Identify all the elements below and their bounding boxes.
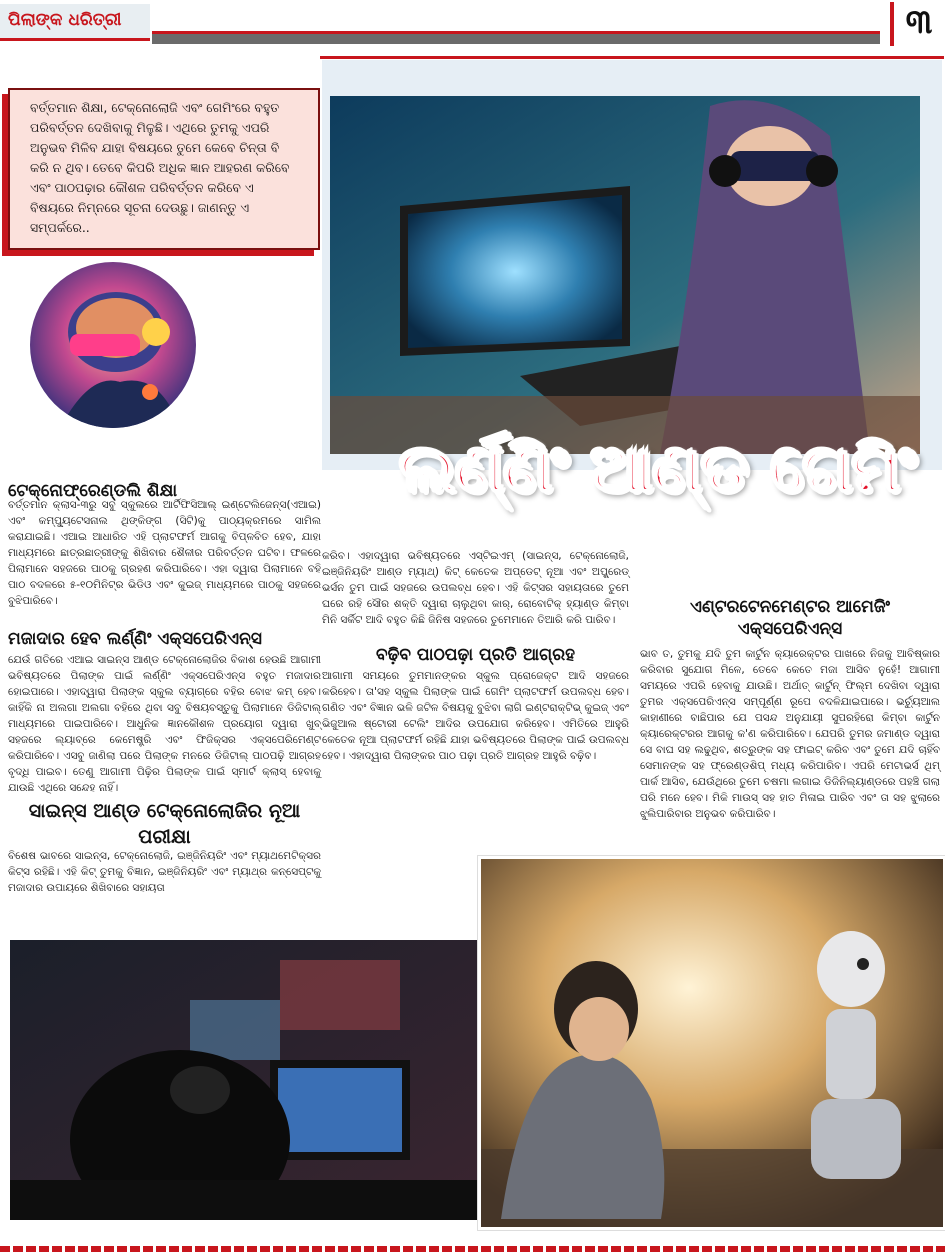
body-science-tech-continued: କରିବ। ଏହାଦ୍ୱାରା ଭବିଷ୍ୟତରେ ଏସ୍ଟିଇଏମ୍ (ସାଇନ୍ସ, ଟେକ୍ନୋଲୋଜି, ଇଞ୍ଜିନିୟରିଂ ଆଣ୍ଡ ମ୍ୟାଥ୍) କିଟ୍ କେତେକ ଅପ୍ଡେଟ୍ ନୂଆ ଏବଂ ଅପ୍ଗ୍ରେଡ୍ ଭର୍ସନ ତୁମ ପାଇଁ ସହଜରେ ଉପଲବ୍ଧ ହେବ। ଏହି କିଟ୍ସର ସହାୟତାରେ ତୁମେ ଘରେ ରହି ସୌର ଶକ୍ତି ଦ୍ୱାରା ଚାଲୁଥିବା କାର୍, ରୋବୋଟିକ୍ ହ୍ୟାଣ୍ଡ କିମ୍ବା ମିନି ସର୍କିଟ ଆଦି ବହୁତ କିଛି ଜିନିଷ ସହଜରେ ତୁମେମାନେ ତିଆରି କରି ପାରିବ। bbox=[322, 550, 629, 626]
page-number: ୩ bbox=[890, 2, 944, 46]
masthead-logo-text: ପିଲାଙ୍କ ଧରିତ୍ରୀ bbox=[8, 10, 122, 30]
body-tech-friendly: ବର୍ତ୍ତମାନ କ୍ଲାସ-୩ରୁ ସବୁ ସ୍କୁଲରେ ଆର୍ଟିଫିସିଆଲ୍ ଇଣ୍ଟେଲିଜେନ୍ସ(ଏଆଇ) ଏବଂ କମ୍ପ୍ୟୁଟେସନାଲ ଥିଙ୍କିଙ୍ଗ (ସିଟି)କୁ ପାଠ୍ୟକ୍ରମରେ ସାମିଲ କରାଯାଇଛି। ଏଆଇ ଆଧାରିତ ଏହି ପ୍ଲାଟଫର୍ମ ଆଗକୁ ବିପ୍ଳବିତ ହେବ, ଯାହା ମାଧ୍ୟମରେ ଛାତ୍ରଛାତ୍ରୀଙ୍କୁ ଶିଖିବାର ଶୈଳୀର ପରିବର୍ତ୍ତନ ଘଟିବ। ଫଳରେ ପିଲାମାନେ ସହଜରେ ପାଠକୁ ଗ୍ରହଣ କରିପାରିବେ। ଏହା ଦ୍ୱାରା ପିଲାମାନେ ବହି ପାଠ ବଦଳରେ ୫-୧୦ମିନିଟ୍ର ଭିଡିଓ ଏବଂ କୁଇଜ୍ ମାଧ୍ୟମରେ ପାଠକୁ ସହଜରେ ବୁଝିପାରିବେ। bbox=[8, 499, 321, 607]
body-entertainment: ଭାବ ତ, ତୁମକୁ ଯଦି ତୁମ କାର୍ଟୁନ କ୍ୟାରେକ୍ଟର ପାଖରେ ନିଜକୁ ଆବିଷ୍କାର କରିବାର ସୁଯୋଗ ମିଳେ, ତେବେ କେତେ ମଜା ଆସିବ ନୁହେଁ! ଆଗାମୀ ସମୟରେ ଏପରି ହେବାକୁ ଯାଉଛି। ଅର୍ଥାତ୍ କାର୍ଟୁନ୍ ଫିଲ୍ମ ଦେଖିବା ଦ୍ୱାରା ତୁମର ଏକ୍ସପେରିଏନ୍ସ ସମ୍ପୂର୍ଣ୍ଣ ରୂପେ ବଦଳିଯାଇପାରେ। ଭର୍ଚ୍ୟୁଆଲ କାହାଣୀରେ ବାଛିପାର ଯେ ପସନ୍ଦ ଅନୁଯାୟୀ ସୁପରହିରୋ କିମ୍ବା କାର୍ଟୁନ କ୍ୟାରେକ୍ଟରର ଆଗକୁ କ'ଣ କରିପାରିବେ। ଯେପରି ତୁମର ଜମାଣ୍ଡ ଦ୍ୱାରା ସେ ବାଘ ସହ ଲଢୁଥିବ, ଶତ୍ରୁଙ୍କ ସହ ଫାଇଟ୍ କରିବ ଏବଂ ତୁମେ ଯଦି ଚାହିଁବ ସେମାନଙ୍କ ସହ ଫ୍ରେଣ୍ଡଶିପ୍ ମଧ୍ୟ କରିପାରିବ। ଏପରି ମେଟାଭର୍ସ ଥିମ୍ ପାର୍କ ଆସିବ, ଯେଉଁଥିରେ ତୁମେ ଚଷମା ଲଗାଇ ଡିଜିନିଲ୍ୟାଣ୍ଡରେ ପହଞ୍ଚି ଗଲା ପରି ମନେ ହେବ। ମିକି ମାଉସ୍ ସହ ହାତ ମିଳାଇ ପାରିବ ଏବଂ ତା ସହ ଝୁଲାରେ ଝୁଲିପାରିବାର ଅନୁଭବ କରିପାରିବ। bbox=[640, 648, 940, 820]
heading-science-tech: ସାଇନ୍ସ ଆଣ୍ଡ ଟେକ୍ନୋଲୋଜିର ନୂଆ ପରୀକ୍ଷା bbox=[28, 800, 301, 848]
body-study-interest: ଆଗାମୀ ସମୟରେ ତୁମମାନଙ୍କର ସ୍କୁଲ ପ୍ରୋଜେକ୍ଟ ଆଦି ସହଜରେ କରିହେବ। ତା'ସହ ସ୍କୁଲ ପିଲାଙ୍କ ପାଇଁ ଗେମିଂ ପ୍ଲାଟଫର୍ମ ଉପଲବ୍ଧ ହେବ। ଗଣିତ ଏବଂ ବିଜ୍ଞାନ ଭଳି ଜଟିଳ ବିଷୟକୁ ବୁଝିବା ଲାଗି ଇଣ୍ଟରାକ୍ଟିଭ୍ କୁଇଜ୍ ଏବଂ ଭିଜୁଆଲ ଷ୍ଟୋରୀ ଟେଲିଂ ଆଦିର ଉପଯୋଗ କରିହେବ। ଏମିତିରେ ଆହୁରି କେତେକ ନୂଆ ପ୍ଲାଟଫର୍ମ ରହିଛି ଯାହା ଭବିଷ୍ୟତରେ ପିଲାଙ୍କ ପାଇଁ ଉପଲବ୍ଧ ହେବ। ଏହାଦ୍ୱାରା ପିଲାଙ୍କର ପାଠ ପଢ଼ା ପ୍ରତି ଆଗ୍ରହ ଆହୁରି ବଢ଼ିବ। bbox=[322, 670, 629, 762]
gaming-girl-photo bbox=[330, 96, 920, 454]
masthead-bar bbox=[152, 34, 880, 44]
heading-entertainment: ଏଣ୍ଟରଟେନମେଣ୍ଟର ଆମେଜିଂ ଏକ୍ସପେରିଏନ୍ସ bbox=[690, 597, 890, 639]
footer-rule bbox=[0, 1246, 945, 1252]
hero-accent-rule bbox=[320, 56, 944, 59]
heading-study-interest: ବଢ଼ିବ ପାଠପଢ଼ା ପ୍ରତି ଆଗ୍ରହ bbox=[375, 645, 576, 665]
heading-fun-experience: ମଜାଦାର ହେବ ଲର୍ଣ୍ଣିଂ ଏକ୍ସପେରିଏନ୍ସ bbox=[8, 629, 262, 649]
body-fun-experience: ଯେଉଁ ଗତିରେ ଏଆଇ ସାଇନ୍ସ ଆଣ୍ଡ ଟେକ୍ନୋଲୋଜିର ବିକାଶ ହେଉଛି ଆଗାମୀ ଭବିଷ୍ୟତରେ ପିଲାଙ୍କ ପାଇଁ ଲର୍ଣ୍ଣିଂ ଏକ୍ସପେରିଏନ୍ସ ବହୁତ ମଜାଦାର ହୋଇପାରେ। ଏହାଦ୍ୱାରା ପିଲାଙ୍କ ସ୍କୁଲ ବ୍ୟାଗ୍ରେ ବହିର ବୋଝ କମ୍ ହେବ। କାହିଁକି ନା ଅଲଗା ଅଲଗା ବହିରେ ଥିବା ସବୁ ବିଷୟବସ୍ତୁକୁ ପିଲାମାନେ ଡିଜିଟାଲ୍ ମାଧ୍ୟମରେ ପାଇପାରିବେ। ଆଧୁନିକ ଜ୍ଞାନକୌଶଳ ପ୍ରୟୋଗ ଦ୍ୱାରା ଖୁବ୍ ସହଜରେ ଲ୍ୟାବ୍ରେ କେମେଷ୍ଟ୍ରି ଏବଂ ଫିଜିକ୍ସର ଏକ୍ସପେରିମେଣ୍ଟ କରିପାରିବେ। ଏସବୁ ଜାଣିଲା ପରେ ପିଲାଙ୍କ ମନରେ ଡିଜିଟାଲ୍ ପାଠପଢ଼ି ଆଗ୍ରହ ବୃଦ୍ଧି ପାଇବ। ତେଣୁ ଆଗାମୀ ପିଢ଼ିର ପିଲାଙ୍କ ପାଇଁ ସ୍ମାର୍ଟ କ୍ଲାସ୍ ହେବାକୁ ଯାଉଛି ଏଥିରେ ସନ୍ଦେହ ନାହିଁ। bbox=[8, 654, 321, 794]
esports-gamer-photo bbox=[10, 940, 490, 1220]
hero-title-text: ଲର୍ଣ୍ଣିଂ ଆଣ୍ଡ ଗେମିଂ bbox=[400, 432, 917, 507]
body-science-tech: ବିଶେଷ ଭାବରେ ସାଇନ୍ସ, ଟେକ୍ନୋଲୋଜି, ଇଞ୍ଜିନିୟରିଂ ଏବଂ ମ୍ୟାଥମେଟିକ୍ସର କିଟ୍ସ ରହିଛି। ଏହି କିଟ୍ ତୁମକୁ ବିଜ୍ଞାନ, ଇଞ୍ଜିନିୟରିଂ ଏବଂ ମ୍ୟାଥ୍ର କନ୍ସେପ୍ଟକୁ ମଜାଦାର ଉପାୟରେ ଶିଖିବାରେ ସହାୟତା bbox=[8, 850, 321, 894]
masthead-logo bbox=[0, 4, 150, 41]
vr-girl-illustration bbox=[30, 262, 196, 428]
boy-and-robot-photo bbox=[478, 856, 945, 1230]
intro-text: ବର୍ତ୍ତମାନ ଶିକ୍ଷା, ଟେକ୍ନୋଲୋଜି ଏବଂ ଗେମିଂରେ ବହୁତ ପରିବର୍ତ୍ତନ ଦେଖିବାକୁ ମିଳୁଛି। ଏଥିରେ ତୁମକୁ ଏପରି ଅନୁଭବ ମିଳିବ ଯାହା ବିଷୟରେ ତୁମେ କେବେ ଚିନ୍ତା ବି କରି ନ ଥିବ। ତେବେ କିପରି ଅଧିକ ଜ୍ଞାନ ଆହରଣ କରିବେ ଏବଂ ପାଠପଢ଼ାର କୌଶଳ ପରିବର୍ତ୍ତନ କରିବେ ଏ ବିଷୟରେ ନିମ୍ନରେ ସୂଚନା ଦେଉଛୁ। ଜାଣନ୍ତୁ ଏ ସମ୍ପର୍କରେ.. bbox=[30, 100, 290, 235]
hero-title bbox=[400, 420, 917, 520]
heading-tech-friendly: ଟେକ୍ନୋଫ୍ରେଣ୍ଡଲି ଶିକ୍ଷା bbox=[8, 481, 178, 501]
